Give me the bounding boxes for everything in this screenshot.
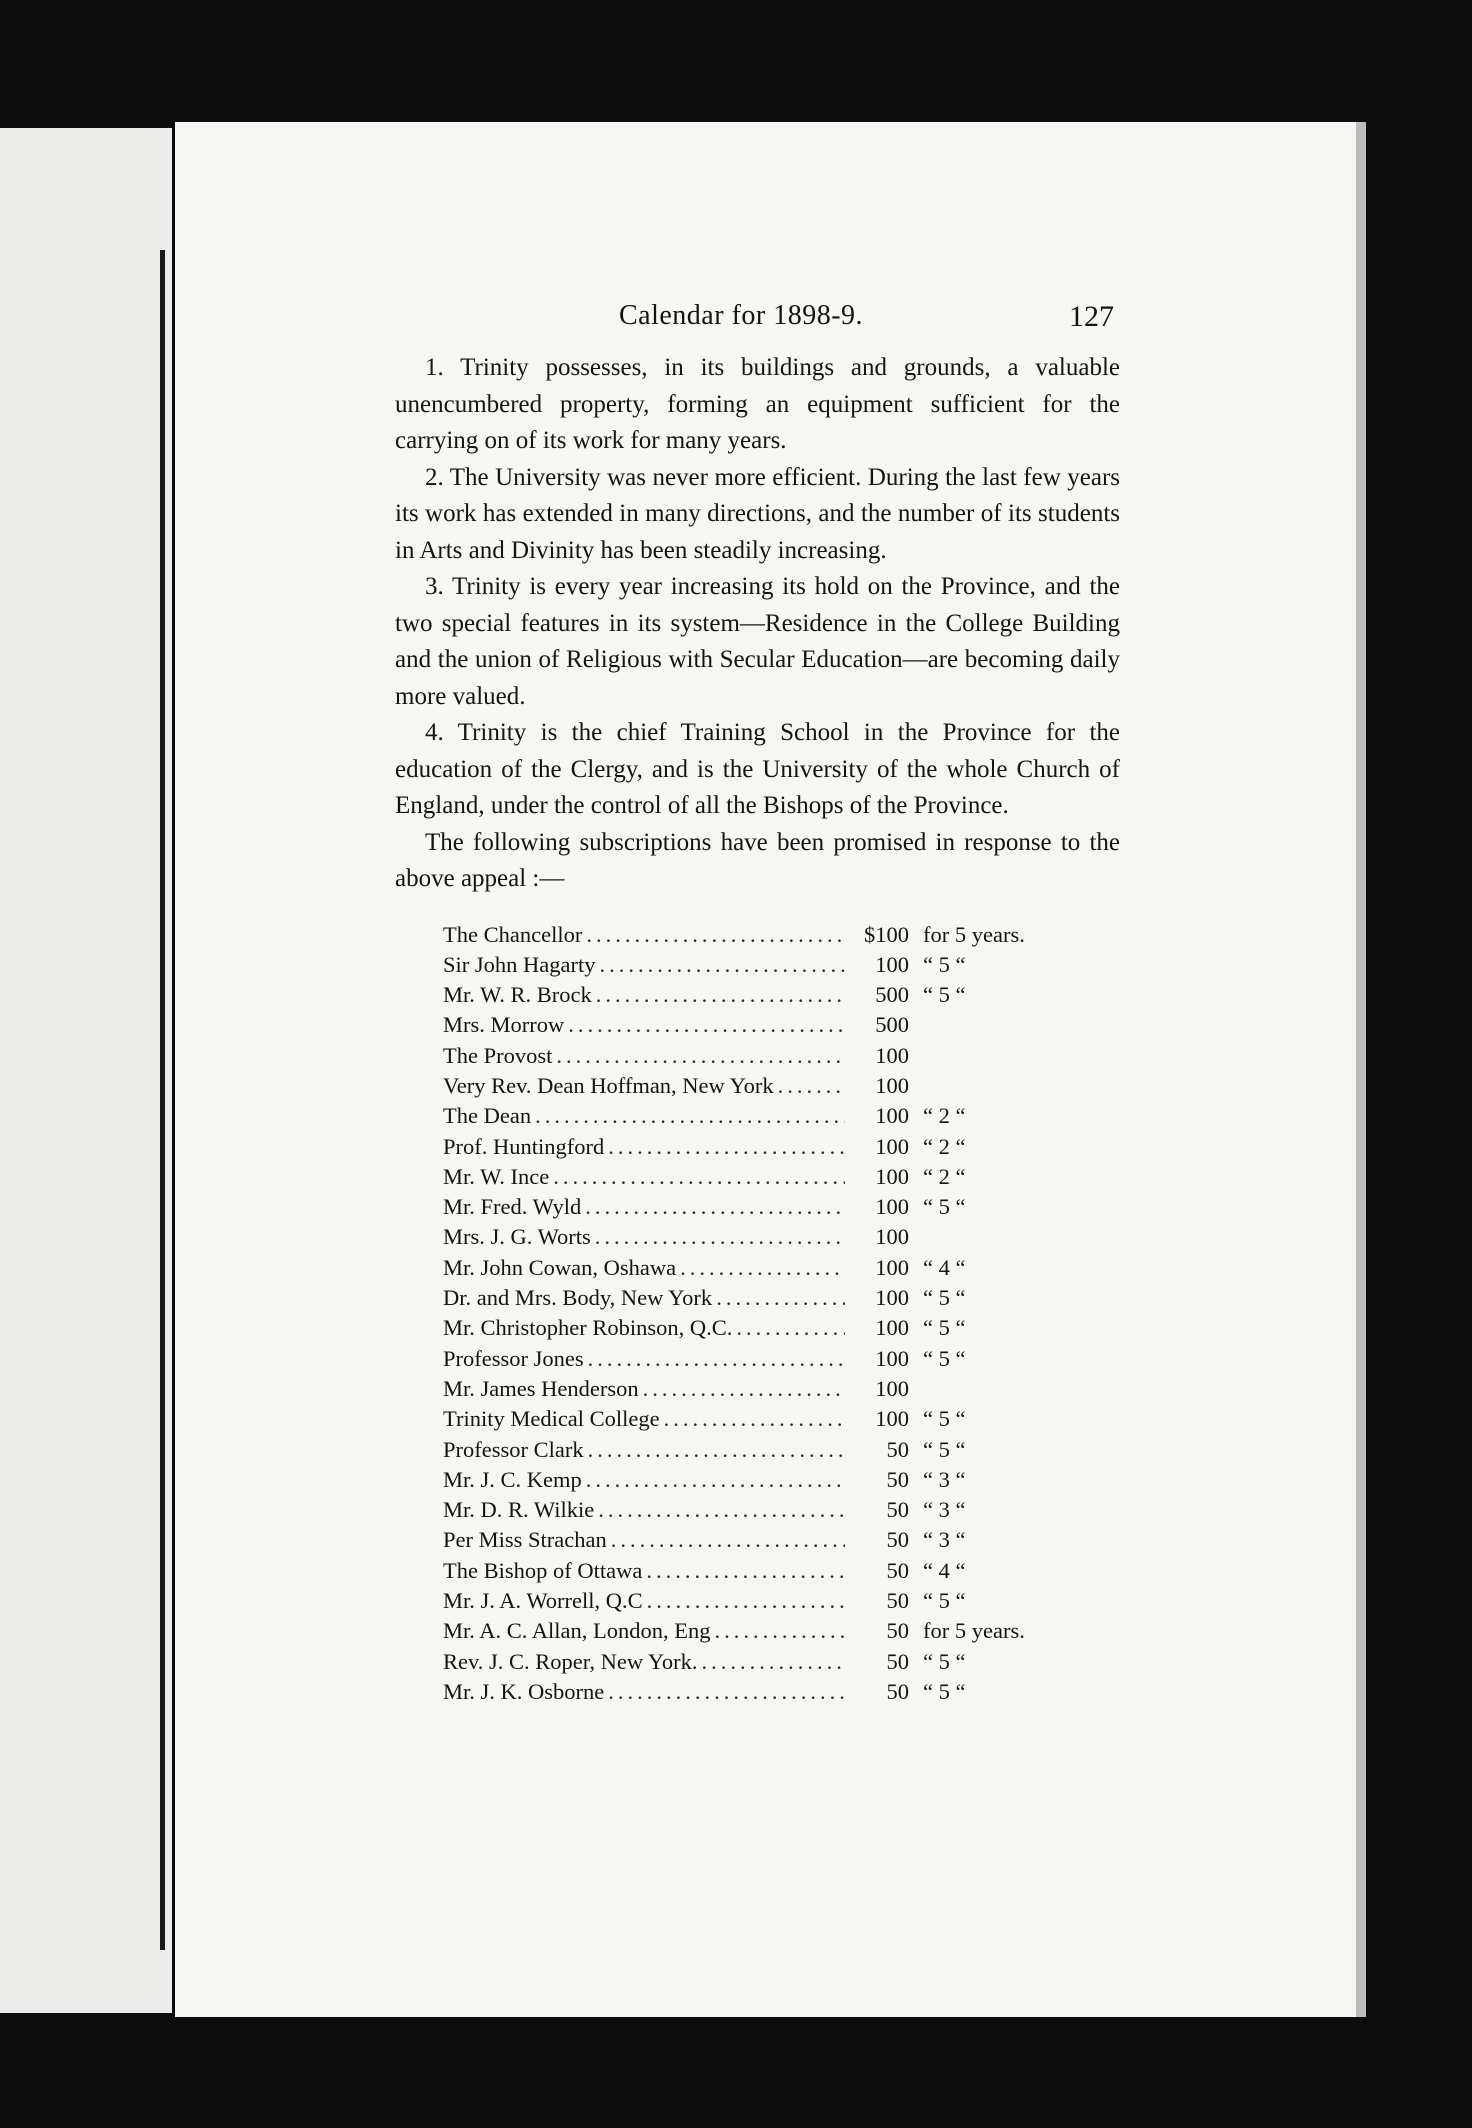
subscription-amount: 500: [875, 982, 909, 1008]
subscription-row: [443, 1495, 1043, 1525]
dot-leader: [608, 1132, 845, 1162]
dot-leader: [647, 1586, 845, 1616]
subscription-row: [443, 1010, 1043, 1040]
subscription-amount: 100: [875, 1224, 909, 1250]
subscription-amount: 50: [886, 1648, 909, 1674]
subscription-row: [443, 1313, 1043, 1343]
subscription-row: [443, 1677, 1043, 1707]
subscription-term: “ 5 “: [923, 1194, 966, 1220]
dot-leader: [715, 1616, 845, 1646]
paragraph-4: 4. Trinity is the chief Training School in the Province for the education of the Clergy, and is the University of the whole Church of England, under the control of all the Bishops of the Province.: [395, 719, 1120, 819]
subscription-row: [443, 920, 1043, 950]
subscription-amount: 500: [875, 1012, 909, 1038]
subscriber-name: Mrs. J. G. Worts: [443, 1224, 591, 1250]
subscriber-name: Prof. Huntingford: [443, 1133, 605, 1159]
subscription-amount: $100: [864, 921, 909, 947]
subscription-amount: 100: [875, 1163, 909, 1189]
subscription-term: “ 4 “: [923, 1254, 966, 1280]
subscription-term: “ 2 “: [923, 1133, 966, 1159]
subscription-list: [443, 920, 1043, 1708]
subscription-row: [443, 1041, 1043, 1071]
dot-leader: [702, 1647, 845, 1677]
subscription-amount: 50: [886, 1497, 909, 1523]
dot-leader: [535, 1101, 845, 1131]
subscription-amount: 100: [875, 1072, 909, 1098]
book-binding: [160, 250, 165, 1950]
subscription-amount: 100: [875, 1406, 909, 1432]
subscription-term: “ 4 “: [923, 1557, 966, 1583]
subscriber-name: Dr. and Mrs. Body, New York: [443, 1285, 713, 1311]
paragraph-1: 1. Trinity possesses, in its buildings and grounds, a valuable unencumbered property, forming an equipment sufficient for the carrying on of its work for many years.: [395, 354, 1120, 454]
paragraph-3: 3. Trinity is every year increasing its hold on the Province, and the two special features in its system—Residence in the College Building and the union of Religious with Secular Education—are becoming daily more valued.: [395, 573, 1120, 710]
subscription-row: [443, 1222, 1043, 1252]
subscription-row: [443, 1616, 1043, 1646]
subscription-term: “ 5 “: [923, 1588, 966, 1614]
subscription-term: for 5 years.: [923, 1618, 1025, 1644]
dot-leader: [664, 1404, 845, 1434]
subscription-amount: 100: [875, 1375, 909, 1401]
subscription-amount: 50: [886, 1557, 909, 1583]
subscriber-name: Trinity Medical College: [443, 1406, 660, 1432]
page-number: 127: [1069, 300, 1114, 333]
subscription-row: [443, 1132, 1043, 1162]
subscription-term: “ 3 “: [923, 1527, 966, 1553]
subscription-row: [443, 1344, 1043, 1374]
subscription-amount: 50: [886, 1466, 909, 1492]
subscription-row: [443, 1435, 1043, 1465]
page-content: [395, 300, 1120, 1707]
subscription-row: [443, 1101, 1043, 1131]
subscriber-name: Mr. J. A. Worrell, Q.C: [443, 1588, 643, 1614]
subscriber-name: The Provost: [443, 1042, 553, 1068]
subscription-row: [443, 1647, 1043, 1677]
subscriber-name: Professor Clark: [443, 1436, 584, 1462]
subscription-amount: 50: [886, 1588, 909, 1614]
subscription-row: [443, 1556, 1043, 1586]
subscription-row: [443, 1071, 1043, 1101]
subscription-row: [443, 980, 1043, 1010]
subscription-term: for 5 years.: [923, 921, 1025, 947]
subscriber-name: Rev. J. C. Roper, New York.: [443, 1648, 698, 1674]
subscription-amount: 50: [886, 1527, 909, 1553]
subscription-amount: 100: [875, 1103, 909, 1129]
subscription-row: [443, 1192, 1043, 1222]
page-edge-shadow: [1356, 122, 1366, 2017]
running-title: Calendar for 1898-9.: [619, 300, 864, 331]
dot-leader: [611, 1525, 845, 1555]
facing-page-edge: [0, 128, 172, 2013]
subscriber-name: Mr. W. Ince: [443, 1163, 550, 1189]
paragraph-2: 2. The University was never more efficient. During the last few years its work has extended in many directions, and the number of its students in Arts and Divinity has been steadily increasing.: [395, 463, 1120, 564]
subscriber-name: The Bishop of Ottawa: [443, 1557, 643, 1583]
subscription-term: “ 5 “: [923, 1406, 966, 1432]
dot-leader: [596, 980, 845, 1010]
subscription-term: “ 5 “: [923, 982, 966, 1008]
subscription-amount: 50: [886, 1678, 909, 1704]
subscription-term: “ 5 “: [923, 1436, 966, 1462]
subscription-row: [443, 1586, 1043, 1616]
subscription-row: [443, 1525, 1043, 1555]
subscription-amount: 100: [875, 1315, 909, 1341]
subscription-term: “ 5 “: [923, 951, 966, 977]
dot-leader: [736, 1313, 845, 1343]
subscriber-name: Mr. W. R. Brock: [443, 982, 592, 1008]
subscription-amount: 100: [875, 1254, 909, 1280]
subscription-term: “ 5 “: [923, 1678, 966, 1704]
subscription-amount: 50: [886, 1436, 909, 1462]
subscriber-name: Per Miss Strachan: [443, 1527, 607, 1553]
subscriber-name: Mr. J. C. Kemp: [443, 1466, 582, 1492]
dot-leader: [588, 1344, 845, 1374]
subscriber-name: Professor Jones: [443, 1345, 584, 1371]
subscriber-name: Mr. D. R. Wilkie: [443, 1497, 595, 1523]
dot-leader: [646, 1556, 845, 1586]
subscription-row: [443, 1404, 1043, 1434]
subscriber-name: Mr. Christopher Robinson, Q.C.: [443, 1315, 733, 1341]
subscription-term: “ 5 “: [923, 1315, 966, 1341]
subscription-amount: 100: [875, 1194, 909, 1220]
subscription-term: “ 5 “: [923, 1648, 966, 1674]
dot-leader: [568, 1010, 845, 1040]
subscriber-name: Mrs. Morrow: [443, 1012, 565, 1038]
dot-leader: [586, 1465, 845, 1495]
subscription-amount: 100: [875, 1133, 909, 1159]
dot-leader: [608, 1677, 845, 1707]
subscriber-name: Mr. J. K. Osborne: [443, 1678, 605, 1704]
dot-leader: [716, 1283, 845, 1313]
dot-leader: [585, 1192, 845, 1222]
subscription-row: [443, 950, 1043, 980]
subscriber-name: Sir John Hagarty: [443, 951, 596, 977]
subscription-row: [443, 1465, 1043, 1495]
subscriber-name: Mr. John Cowan, Oshawa: [443, 1254, 677, 1280]
subscription-term: “ 5 “: [923, 1345, 966, 1371]
dot-leader: [586, 920, 845, 950]
subscription-amount: 100: [875, 1042, 909, 1068]
dot-leader: [553, 1162, 845, 1192]
subscriber-name: Very Rev. Dean Hoffman, New York: [443, 1072, 774, 1098]
dot-leader: [778, 1071, 845, 1101]
subscription-row: [443, 1283, 1043, 1313]
paragraph-intro: The following subscriptions have been promised in response to the above appeal :—: [395, 828, 1120, 892]
subscription-row: [443, 1374, 1043, 1404]
subscription-amount: 100: [875, 1345, 909, 1371]
subscription-term: “ 5 “: [923, 1285, 966, 1311]
dot-leader: [598, 1495, 845, 1525]
dot-leader: [680, 1253, 845, 1283]
subscriber-name: Mr. A. C. Allan, London, Eng: [443, 1618, 711, 1644]
subscription-amount: 50: [886, 1618, 909, 1644]
subscription-row: [443, 1162, 1043, 1192]
subscription-term: “ 3 “: [923, 1497, 966, 1523]
subscriber-name: The Chancellor: [443, 921, 583, 947]
subscription-amount: 100: [875, 951, 909, 977]
subscription-row: [443, 1253, 1043, 1283]
subscriber-name: The Dean: [443, 1103, 532, 1129]
subscription-amount: 100: [875, 1285, 909, 1311]
dot-leader: [595, 1222, 845, 1252]
dot-leader: [556, 1041, 845, 1071]
page-header: [395, 300, 1120, 350]
dot-leader: [643, 1374, 845, 1404]
subscriber-name: Mr. Fred. Wyld: [443, 1194, 582, 1220]
dot-leader: [599, 950, 845, 980]
subscription-term: “ 3 “: [923, 1466, 966, 1492]
subscriber-name: Mr. James Henderson: [443, 1375, 639, 1401]
subscription-term: “ 2 “: [923, 1163, 966, 1189]
dot-leader: [588, 1435, 845, 1465]
subscription-term: “ 2 “: [923, 1103, 966, 1129]
